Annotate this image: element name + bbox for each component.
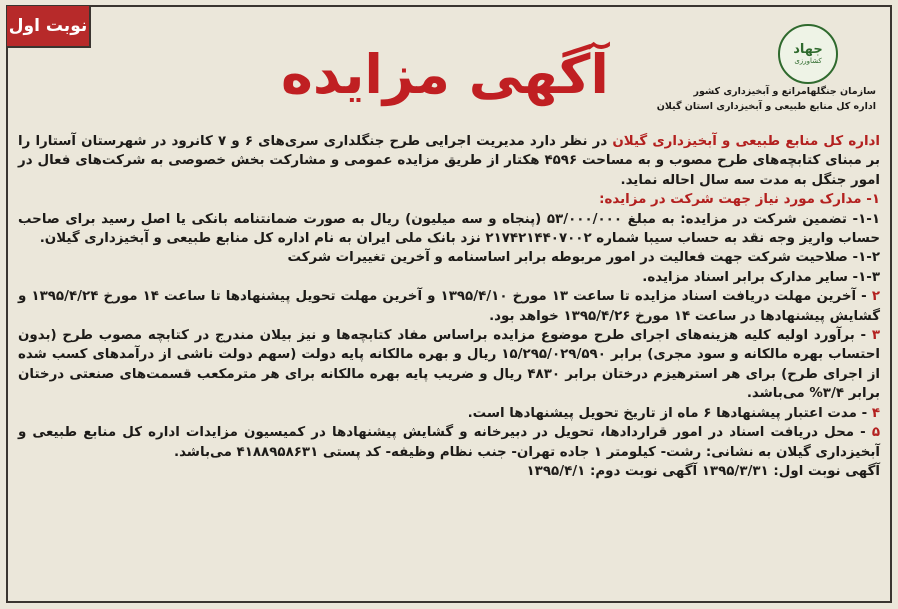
intro-lead: اداره کل منابع طبیعی و آبخیزداری گیلان xyxy=(612,134,880,149)
section-2-text: - آخرین مهلت دریافت اسناد مزایده تا ساعت ۱۳ مورخ ۱۳۹۵/۴/۱۰ و آخرین مهلت تحویل پیشنهادها تا ساعت ۱۴ مورخ ۱۳۹۵/۴/۲۴ و گشایش پیشنهادها در ساعت ۱۴ مورخ ۱۳۹۵/۴/۲۶ خواهد بود. xyxy=(18,289,880,324)
section-2-number: ۲ xyxy=(871,289,880,305)
item-1-3: ۱-۳- سایر مدارک برابر اسناد مزایده. xyxy=(642,269,880,285)
item-1-2: ۱-۲- صلاحیت شرکت جهت فعالیت در امور مربوطه برابر اساسنامه و آخرین تغییرات شرکت xyxy=(287,250,880,266)
first-publication-badge: نوبت اول xyxy=(7,6,91,48)
section-3-text: - برآورد اولیه کلیه هزینه‌های اجرای طرح موضوع مزایده براساس مفاد کتابچه‌ها و نیز بیلان مندرج در کتابچه مصوب طرح (بدون احتساب بهره مالکانه و سود مجری) برابر ۱۵/۲۹۵/۰۲۹/۵۹۰ ریال و بهره مالکانه پایه دولت (سهم دولت ناشی از درآمدهای کسب شده از اجرای طرح) برای هر استرهیزم درختان برابر ۴۸۳۰ ریال و ضریب پایه بهره مالکانه برای هر مترمکعب قسمت‌های صنعتی درختان برابر ۳/۴% می‌باشد. xyxy=(18,328,880,402)
section-2 xyxy=(18,287,880,326)
section-5 xyxy=(18,423,880,462)
logo-main-text: جهاد xyxy=(793,42,823,57)
section-4-number: ۴ xyxy=(871,405,880,421)
section-5-number: ۵ xyxy=(871,425,880,441)
jahad-keshavarzi-logo xyxy=(778,24,838,84)
intro-paragraph xyxy=(18,132,880,190)
intro-text: در نظر دارد مدیریت اجرایی طرح جنگلداری سری‌های ۶ و ۷ کانرود در شهرستان آستارا را بر مبنای کتابچه‌های طرح مصوب و به مساحت ۴۵۹۶ هکتار از طریق مزایده عمومی و مشارکت بخش خصوصی به شرکت‌های فعال در امور جنگل به مدت سه سال احاله نماید. xyxy=(18,134,880,188)
org-line-2: اداره کل منابع طبیعی و آبخیزداری استان گیلان xyxy=(656,101,876,112)
item-1-1: ۱-۱- تضمین شرکت در مزایده: به مبلغ ۵۳/۰۰۰/۰۰۰ (پنجاه و سه میلیون) ریال به صورت ضمانتنامه بانکی یا اصل رسید برای صاحب حساب واریز وجه نقد به حساب سیبا شماره ۲۱۷۴۲۱۴۴۰۷۰۰۲ نزد بانک ملی ایران به نام اداره کل منابع طبیعی و آبخیزداری گیلان. xyxy=(18,211,880,247)
section-4 xyxy=(18,404,880,423)
notice-title: آگهی مزایده xyxy=(281,43,609,106)
publication-dates: آگهی نوبت اول: ۱۳۹۵/۳/۳۱ آگهی نوبت دوم: ۱۳۹۵/۴/۱ xyxy=(526,463,880,479)
organization-block xyxy=(616,84,876,114)
section-1-heading: ۱- مدارک مورد نیاز جهت شرکت در مزایده: xyxy=(599,192,880,208)
org-line-1: سازمان جنگلهامراتع و آبخیزداری کشور xyxy=(693,86,876,97)
notice-body xyxy=(18,132,880,481)
section-4-text: - مدت اعتبار پیشنهادها ۶ ماه از تاریخ تحویل پیشنهادها است. xyxy=(467,405,872,421)
logo-sub-text: کشاورزی xyxy=(794,57,822,65)
section-3 xyxy=(18,326,880,404)
section-5-text: - محل دریافت اسناد در امور قراردادها، تحویل در دبیرخانه و گشایش پیشنهادها در کمیسیون مزایدات اداره کل منابع طبیعی و آبخیزداری گیلان به نشانی: رشت- کیلومتر ۱ جاده تهران- جنب نظام وظیفه- کد پستی ۴۱۸۸۹۵۸۶۳۱ می‌باشد. xyxy=(18,425,880,460)
section-3-number: ۳ xyxy=(871,328,880,344)
